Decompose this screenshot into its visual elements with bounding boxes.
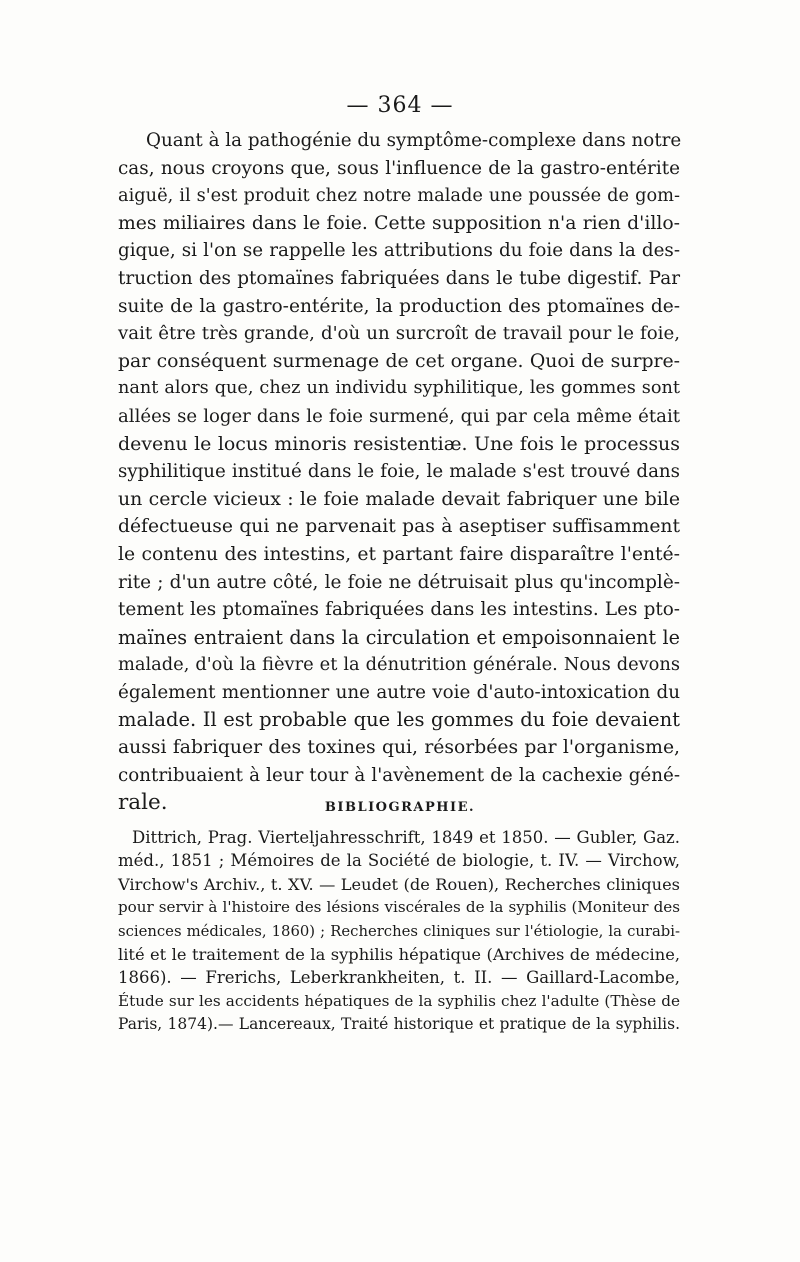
- text-line: cas, nous croyons que, sous l'influence de la gastro-entérite: [118, 157, 680, 179]
- bibliography-line: 1866). — Frerichs, Leberkrankheiten, t. II. — Gaillard-Lacombe,: [118, 968, 680, 988]
- bibliography-line: sciences médicales, 1860) ; Recherches cliniques sur l'étiologie, la curabi-: [118, 922, 680, 940]
- text-line: défectueuse qui ne parvenait pas à aseptiser suffisamment: [118, 516, 680, 538]
- bibliography-line: Dittrich, Prag. Vierteljahresschrift, 1849 et 1850. — Gubler, Gaz.: [132, 828, 680, 847]
- text-line: rale.: [118, 790, 168, 816]
- text-line: truction des ptomaïnes fabriquées dans le tube digestif. Par: [118, 267, 680, 289]
- bibliography-line: Paris, 1874).— Lancereaux, Traité historique et pratique de la syphilis.: [118, 1015, 680, 1034]
- bibliography: [118, 826, 680, 1037]
- bibliography-line: lité et le traitement de la syphilis hépatique (Archives de médecine,: [118, 944, 680, 964]
- text-line: devenu le locus minoris resistentiæ. Une fois le processus: [118, 432, 680, 455]
- text-line: un cercle vicieux : le foie malade devait fabriquer une bile: [118, 487, 680, 510]
- bibliography-line: méd., 1851 ; Mémoires de la Société de biologie, t. IV. — Virchow,: [118, 851, 680, 871]
- text-line: syphilitique institué dans le foie, le malade s'est trouvé dans: [118, 461, 680, 483]
- bibliography-heading: BIBLIOGRAPHIE.: [324, 800, 476, 815]
- text-line: tement les ptomaïnes fabriquées dans les intestins. Les pto-: [118, 599, 680, 621]
- bibliography-line: Virchow's Archiv., t. XV. — Leudet (de Rouen), Recherches cliniques: [118, 874, 680, 894]
- text-line: également mentionner une autre voie d'auto-intoxication du: [118, 681, 680, 703]
- text-line: le contenu des intestins, et partant faire disparaître l'enté-: [118, 543, 680, 565]
- text-line: aiguë, il s'est produit chez notre malade une poussée de gom-: [118, 185, 680, 207]
- bibliography-line: pour servir à l'histoire des lésions viscérales de la syphilis (Moniteur des: [118, 898, 680, 917]
- text-line: malade, d'où la fièvre et la dénutrition générale. Nous devons: [118, 654, 680, 676]
- text-line: malade. Il est probable que les gommes du foie devaient: [118, 708, 680, 732]
- text-line: nant alors que, chez un individu syphilitique, les gommes sont: [118, 378, 680, 399]
- text-line: allées se loger dans le foie surmené, qui par cela même était: [118, 405, 680, 427]
- text-line: par conséquent surmenage de cet organe. Quoi de surpre-: [118, 350, 680, 372]
- text-line: aussi fabriquer des toxines qui, résorbées par l'organisme,: [118, 737, 680, 759]
- text-line: maïnes entraient dans la circulation et empoisonnaient le: [118, 625, 680, 649]
- text-line: rite ; d'un autre côté, le foie ne détruisait plus qu'incomplè-: [118, 571, 680, 593]
- text-line: contribuaient à leur tour à l'avènement de la cachexie géné-: [118, 764, 680, 786]
- text-line: vait être très grande, d'où un surcroît de travail pour le foie,: [118, 323, 680, 345]
- text-line: suite de la gastro-entérite, la production des ptomaïnes de-: [118, 295, 680, 317]
- text-line: gique, si l'on se rappelle les attributions du foie dans la des-: [118, 240, 680, 262]
- page-number: — 364 —: [346, 93, 454, 118]
- body-paragraph: [118, 127, 680, 817]
- text-line: mes miliaires dans le foie. Cette supposition n'a rien d'illo-: [118, 212, 680, 234]
- bibliography-line: Étude sur les accidents hépatiques de la syphilis chez l'adulte (Thèse de: [118, 991, 680, 1010]
- text-line: Quant à la pathogénie du symptôme-complexe dans notre: [146, 130, 682, 151]
